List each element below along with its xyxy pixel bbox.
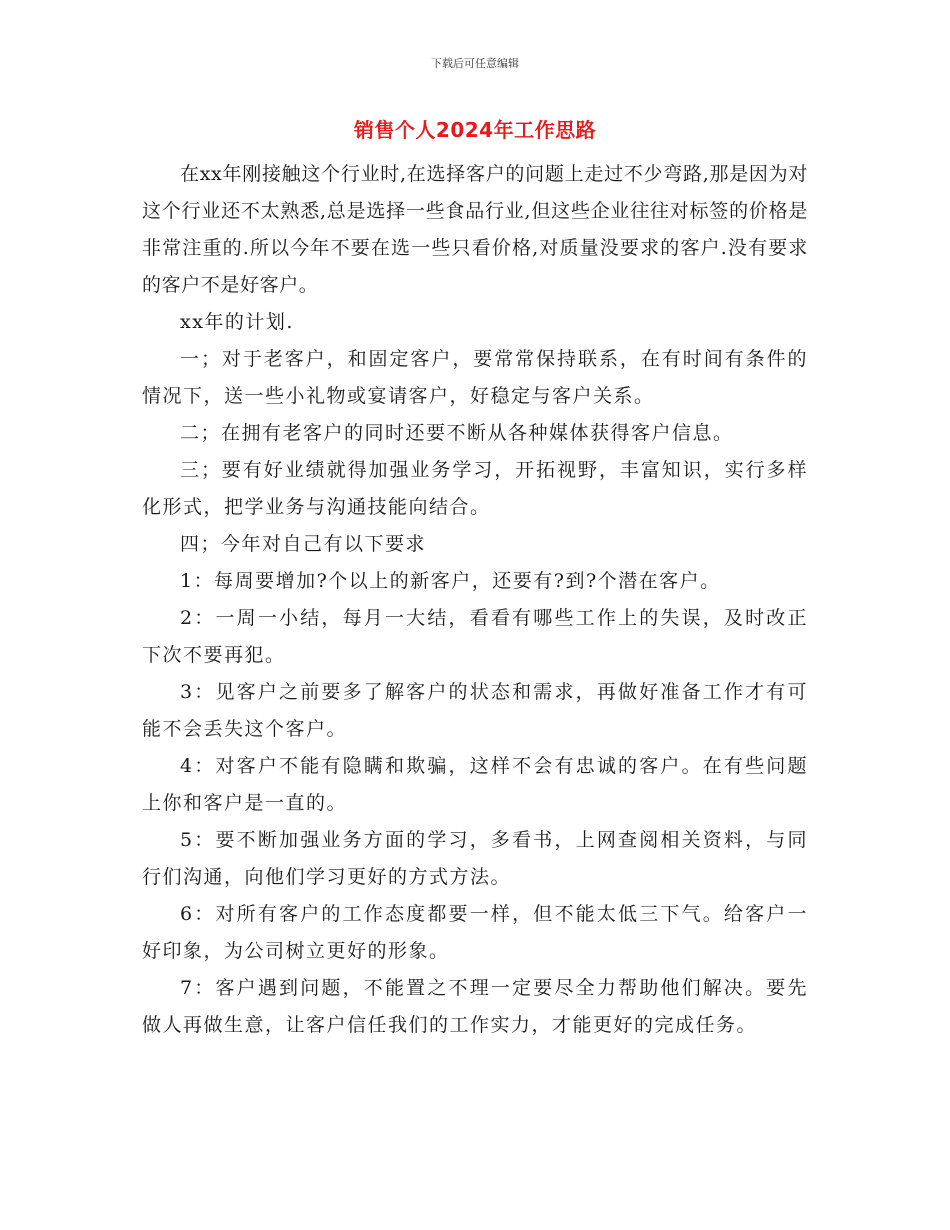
requirement-3: 3：见客户之前要多了解客户的状态和需求，再做好准备工作才有可能不会丢失这个客户。	[142, 681, 808, 740]
document-body	[142, 156, 808, 1044]
requirement-4: 4：对客户不能有隐瞒和欺骗，这样不会有忠诚的客户。在有些问题上你和客户是一直的。	[142, 755, 808, 814]
paragraph-plan-heading: xx年的计划.	[180, 311, 294, 333]
requirement-1: 1：每周要增加?个以上的新客户，还要有?到?个潜在客户。	[180, 570, 721, 592]
requirement-5: 5：要不断加强业务方面的学习，多看书，上网查阅相关资料，与同行们沟通，向他们学习更好的方式方法。	[142, 829, 808, 888]
header-note: 下载后可任意编辑	[431, 57, 519, 70]
paragraph-item-2: 二；在拥有老客户的同时还要不断从各种媒体获得客户信息。	[180, 422, 734, 444]
paragraph-item-1: 一；对于老客户，和固定客户，要常常保持联系，在有时间有条件的情况下，送一些小礼物或宴请客户，好稳定与客户关系。	[142, 348, 808, 407]
paragraph-intro: 在xx年刚接触这个行业时,在选择客户的问题上走过不少弯路,那是因为对这个行业还不太熟悉,总是选择一些食品行业,但这些企业往往对标签的价格是非常注重的.所以今年不要在选一些只看价格,对质量没要求的客户.没有要求的客户不是好客户。	[142, 163, 808, 296]
requirement-6: 6：对所有客户的工作态度都要一样，但不能太低三下气。给客户一好印象，为公司树立更好的形象。	[142, 903, 808, 962]
page-title: 销售个人2024年工作思路	[353, 118, 597, 142]
paragraph-item-3: 三；要有好业绩就得加强业务学习，开拓视野，丰富知识，实行多样化形式，把学业务与沟通技能向结合。	[142, 459, 808, 518]
paragraph-item-4: 四；今年对自己有以下要求	[180, 533, 427, 555]
requirement-7: 7：客户遇到问题，不能置之不理一定要尽全力帮助他们解决。要先做人再做生意，让客户信任我们的工作实力，才能更好的完成任务。	[142, 977, 808, 1036]
requirement-2: 2：一周一小结，每月一大结，看看有哪些工作上的失误，及时改正下次不要再犯。	[142, 607, 808, 666]
